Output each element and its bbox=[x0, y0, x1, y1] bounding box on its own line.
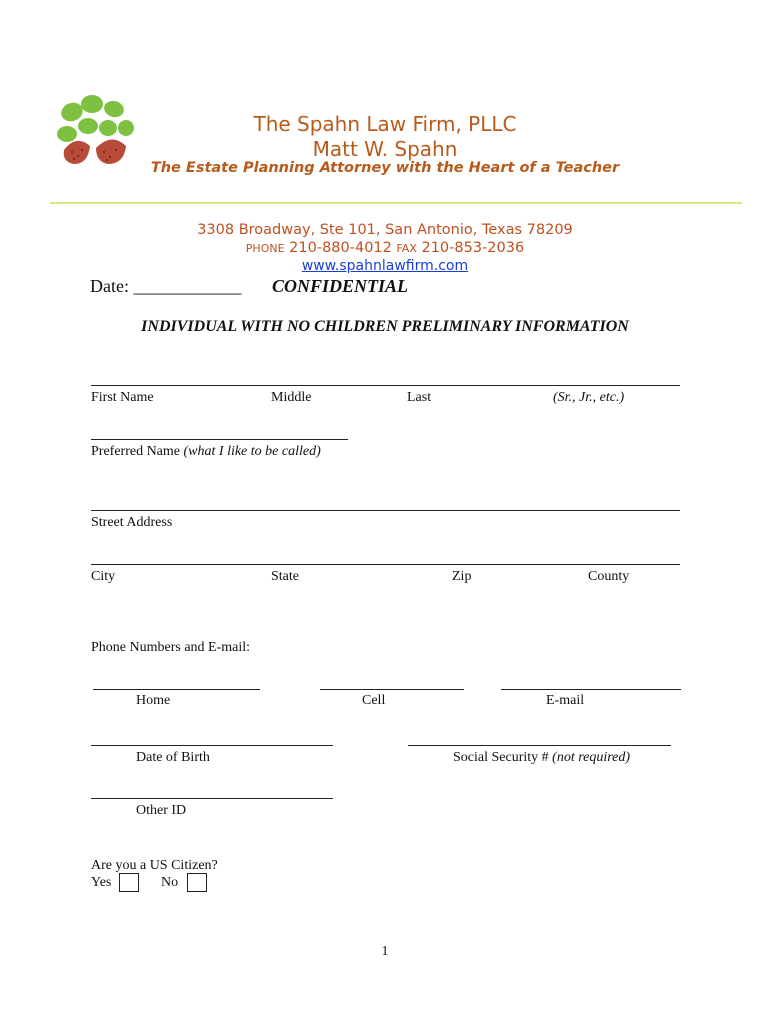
contact-line bbox=[140, 240, 630, 256]
other-id-line[interactable] bbox=[91, 798, 333, 799]
attorney-name: Matt W. Spahn bbox=[312, 137, 458, 161]
header-divider bbox=[50, 202, 742, 204]
preferred-name-text: Preferred Name bbox=[91, 444, 181, 459]
ssn-label bbox=[453, 750, 630, 766]
address: 3308 Broadway, Ste 101, San Antonio, Texas 78209 bbox=[197, 222, 573, 238]
cell-phone-line[interactable] bbox=[320, 689, 464, 690]
ssn-line[interactable] bbox=[408, 745, 671, 746]
email-line[interactable] bbox=[501, 689, 681, 690]
home-phone-line[interactable] bbox=[93, 689, 260, 690]
firm-name: The Spahn Law Firm, PLLC bbox=[253, 112, 517, 136]
yes-label: Yes bbox=[91, 875, 112, 890]
phone-number: 210-880-4012 bbox=[289, 240, 392, 256]
fax-number: 210-853-2036 bbox=[421, 240, 525, 256]
dob-line[interactable] bbox=[91, 745, 333, 746]
dob-label: Date of Birth bbox=[136, 750, 210, 765]
street-address-line[interactable] bbox=[91, 510, 680, 511]
name-line[interactable] bbox=[91, 385, 680, 386]
zip-label: Zip bbox=[452, 569, 472, 584]
phone-email-heading: Phone Numbers and E-mail: bbox=[91, 640, 251, 655]
county-label: County bbox=[588, 569, 630, 584]
form-title: INDIVIDUAL WITH NO CHILDREN PRELIMINARY INFORMATION bbox=[141, 318, 629, 335]
middle-label: Middle bbox=[271, 390, 312, 405]
tagline: The Estate Planning Attorney with the Heart of a Teacher bbox=[150, 160, 620, 176]
suffix-label: (Sr., Jr., etc.) bbox=[553, 390, 625, 405]
firm-logo bbox=[52, 94, 136, 170]
citizen-question: Are you a US Citizen? bbox=[91, 858, 218, 873]
other-id-label: Other ID bbox=[136, 803, 187, 818]
email-label: E-mail bbox=[546, 693, 585, 708]
no-label: No bbox=[161, 875, 179, 890]
city-line[interactable] bbox=[91, 564, 680, 565]
no-checkbox[interactable] bbox=[187, 873, 207, 892]
confidential-label: CONFIDENTIAL bbox=[272, 276, 409, 296]
fax-label: FAX bbox=[396, 242, 417, 255]
preferred-name-label bbox=[91, 444, 321, 460]
website-link[interactable]: www.spahnlawfirm.com bbox=[301, 258, 469, 274]
state-label: State bbox=[271, 569, 299, 584]
phone-label: PHONE bbox=[245, 242, 285, 255]
yes-checkbox[interactable] bbox=[119, 873, 139, 892]
preferred-name-note: (what I like to be called) bbox=[183, 444, 321, 459]
city-label: City bbox=[91, 569, 116, 584]
street-address-label: Street Address bbox=[91, 515, 173, 530]
first-name-label: First Name bbox=[91, 390, 154, 405]
preferred-name-line[interactable] bbox=[91, 439, 348, 440]
ssn-note: (not required) bbox=[552, 750, 631, 765]
home-label: Home bbox=[136, 693, 171, 708]
cell-label: Cell bbox=[362, 693, 386, 708]
ssn-text: Social Security # bbox=[453, 750, 549, 765]
page-number: 1 bbox=[381, 944, 389, 959]
last-label: Last bbox=[407, 390, 432, 405]
date-field[interactable]: Date: ____________ bbox=[90, 276, 242, 296]
